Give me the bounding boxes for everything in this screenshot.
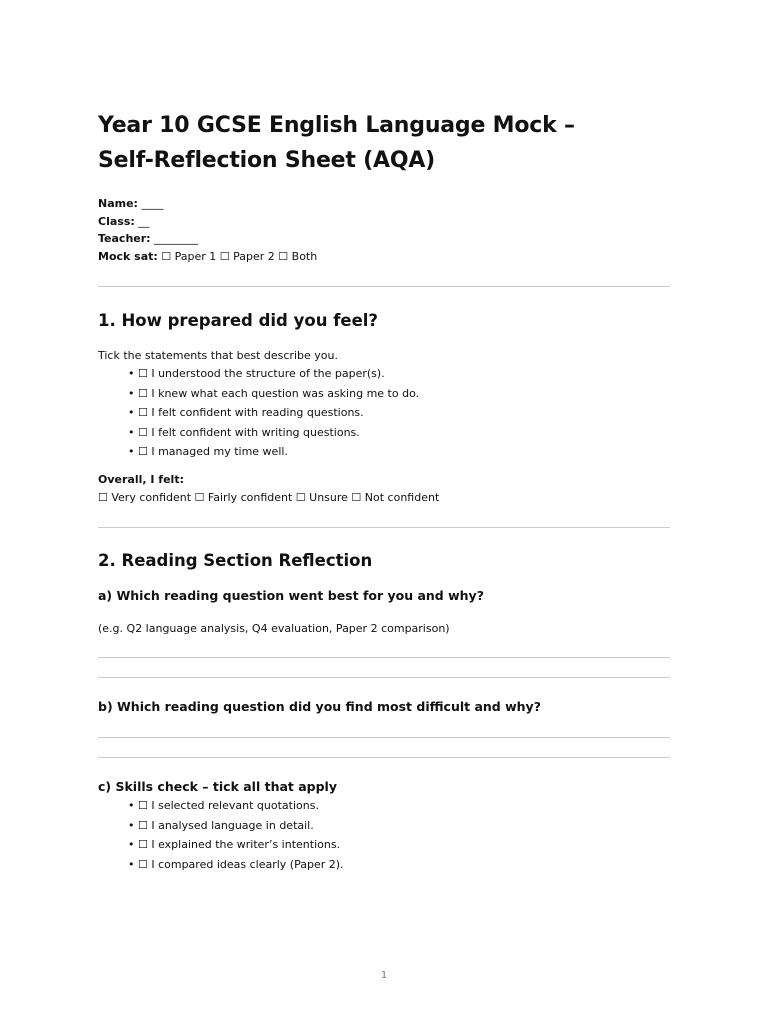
class-line <box>98 213 670 231</box>
checklist-item: • ☐ I managed my time well. <box>128 445 288 458</box>
answer-line <box>98 757 670 758</box>
document-title <box>98 108 670 178</box>
skills-checklist <box>98 796 670 874</box>
question-b-heading: b) Which reading question did you find most difficult and why? <box>98 699 541 715</box>
question-a-heading: a) Which reading question went best for you and why? <box>98 588 484 604</box>
preparation-checklist <box>98 364 670 461</box>
section-divider <box>98 527 670 528</box>
checklist-item: • ☐ I explained the writer’s intentions. <box>128 838 341 852</box>
mock-sat-line <box>98 248 670 266</box>
question-c-heading: c) Skills check – tick all that apply <box>98 779 337 795</box>
section-1-intro: Tick the statements that best describe you. <box>98 349 338 363</box>
document-page <box>98 108 670 874</box>
checklist-item: • ☐ I compared ideas clearly (Paper 2). <box>128 857 344 871</box>
checklist-item: • ☐ I felt confident with writing questions. <box>128 425 360 439</box>
teacher-blank: ________ <box>150 232 199 246</box>
page-number: 1 <box>380 970 388 981</box>
name-label: Name: <box>98 197 138 210</box>
section-2-heading: 2. Reading Section Reflection <box>98 551 373 571</box>
checklist-item: • ☐ I analysed language in detail. <box>128 818 314 832</box>
checklist-item: • ☐ I selected relevant quotations. <box>128 799 319 813</box>
teacher-line <box>98 230 670 248</box>
class-blank: __ <box>134 214 150 228</box>
student-details <box>98 195 670 265</box>
answer-line <box>98 677 670 678</box>
section-divider <box>98 286 670 287</box>
mock-sat-label: Mock sat: <box>98 249 158 263</box>
checklist-item: • ☐ I understood the structure of the paper(s). <box>128 367 385 381</box>
title-line-1: Year 10 GCSE English Language Mock – <box>98 113 575 138</box>
answer-line <box>98 657 670 658</box>
section-1-heading: 1. How prepared did you feel? <box>98 311 378 331</box>
overall-feeling-label: Overall, I felt: <box>98 473 184 487</box>
overall-feeling-options: ☐ Very confident ☐ Fairly confident ☐ Unsure ☐ Not confident <box>98 490 440 504</box>
checklist-item: • ☐ I knew what each question was asking me to do. <box>128 386 420 400</box>
question-a-hint: (e.g. Q2 language analysis, Q4 evaluation, Paper 2 comparison) <box>98 622 450 636</box>
class-label: Class: <box>98 214 135 228</box>
title-line-2: Self-Reflection Sheet (AQA) <box>98 148 436 173</box>
name-line <box>98 195 670 213</box>
mock-sat-options: ☐ Paper 1 ☐ Paper 2 ☐ Both <box>157 249 318 263</box>
checklist-item: • ☐ I felt confident with reading questions. <box>128 406 364 420</box>
answer-line <box>98 737 670 738</box>
name-blank: ____ <box>137 197 164 210</box>
teacher-label: Teacher: <box>98 232 151 246</box>
